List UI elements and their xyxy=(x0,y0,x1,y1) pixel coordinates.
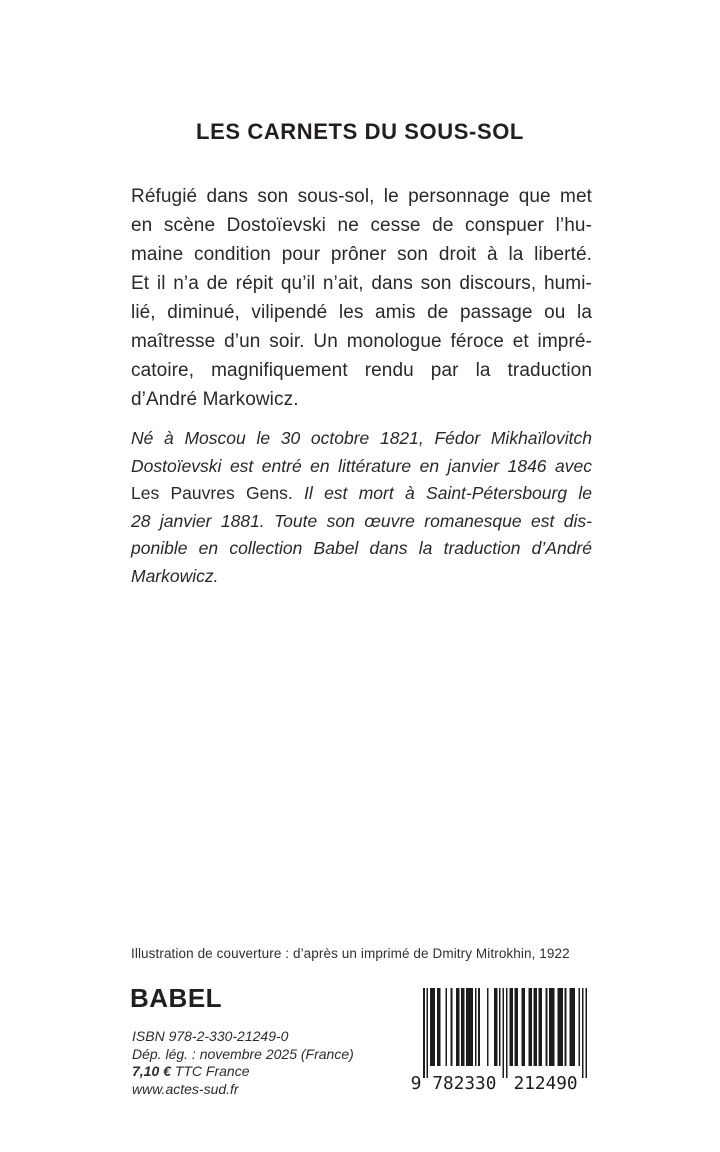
bio-line: Dostoïevski est entré en littérature en janvier 1846 avec xyxy=(131,455,592,476)
babel-logo: BABEL xyxy=(130,983,223,1013)
synopsis-line: maine condition pour prôner son droit à la liberté. xyxy=(131,244,592,265)
synopsis-line: en scène Dostoïevski ne cesse de conspuer l’hu- xyxy=(131,215,592,236)
bio-line: 28 janvier 1881. Toute son œuvre romanesque est dis- xyxy=(131,510,592,531)
price-value: 7,10 € xyxy=(132,1063,171,1079)
synopsis-line: lié, diminué, vilipendé les amis de passage ou la xyxy=(131,302,592,323)
book-title: LES CARNETS DU SOUS-SOL xyxy=(196,119,524,144)
legal-deposit-line: Dép. lég. : novembre 2025 (France) xyxy=(132,1045,354,1062)
synopsis-line: maîtresse d’un soir. Un monologue féroce et impré- xyxy=(131,331,592,352)
bio-line: Né à Moscou le 30 octobre 1821, Fédor Mikhaïlovitch xyxy=(131,428,592,448)
price-suffix: TTC France xyxy=(174,1063,250,1079)
svg-text:782330: 782330 xyxy=(432,1073,497,1092)
bio-line: ponible en collection Babel dans la traduction d’André xyxy=(131,538,592,558)
synopsis-line: d’André Markowicz. xyxy=(131,389,299,410)
synopsis-line: catoire, magnifiquement rendu par la traduction xyxy=(131,360,592,381)
bio-line: Markowicz. xyxy=(131,565,219,586)
synopsis-paragraph xyxy=(131,182,592,414)
ean-barcode xyxy=(411,988,591,1092)
bio-line xyxy=(131,480,592,508)
isbn-line: ISBN 978-2-330-21249-0 xyxy=(132,1028,289,1044)
book-title-mention: Les Pauvres Gens. xyxy=(131,483,293,503)
ean-barcode-graphic xyxy=(411,988,591,1092)
svg-text:212490: 212490 xyxy=(513,1073,578,1092)
author-bio-paragraph xyxy=(131,425,592,590)
price-line xyxy=(132,1063,354,1081)
publisher-website: www.actes-sud.fr xyxy=(132,1080,239,1097)
cover-illustration-credit: Illustration de couverture : d’après un imprimé de Dmitry Mitrokhin, 1922 xyxy=(131,946,570,961)
bio-line-rest: Il est mort à Saint-Pétersbourg le xyxy=(304,483,593,503)
svg-text:9: 9 xyxy=(411,1073,422,1092)
synopsis-line: Et il n’a de répit qu’il n’ait, dans son discours, humi- xyxy=(131,273,592,294)
synopsis-line: Réfugié dans son sous-sol, le personnage que met xyxy=(131,186,592,207)
imprint-block xyxy=(132,1028,354,1098)
